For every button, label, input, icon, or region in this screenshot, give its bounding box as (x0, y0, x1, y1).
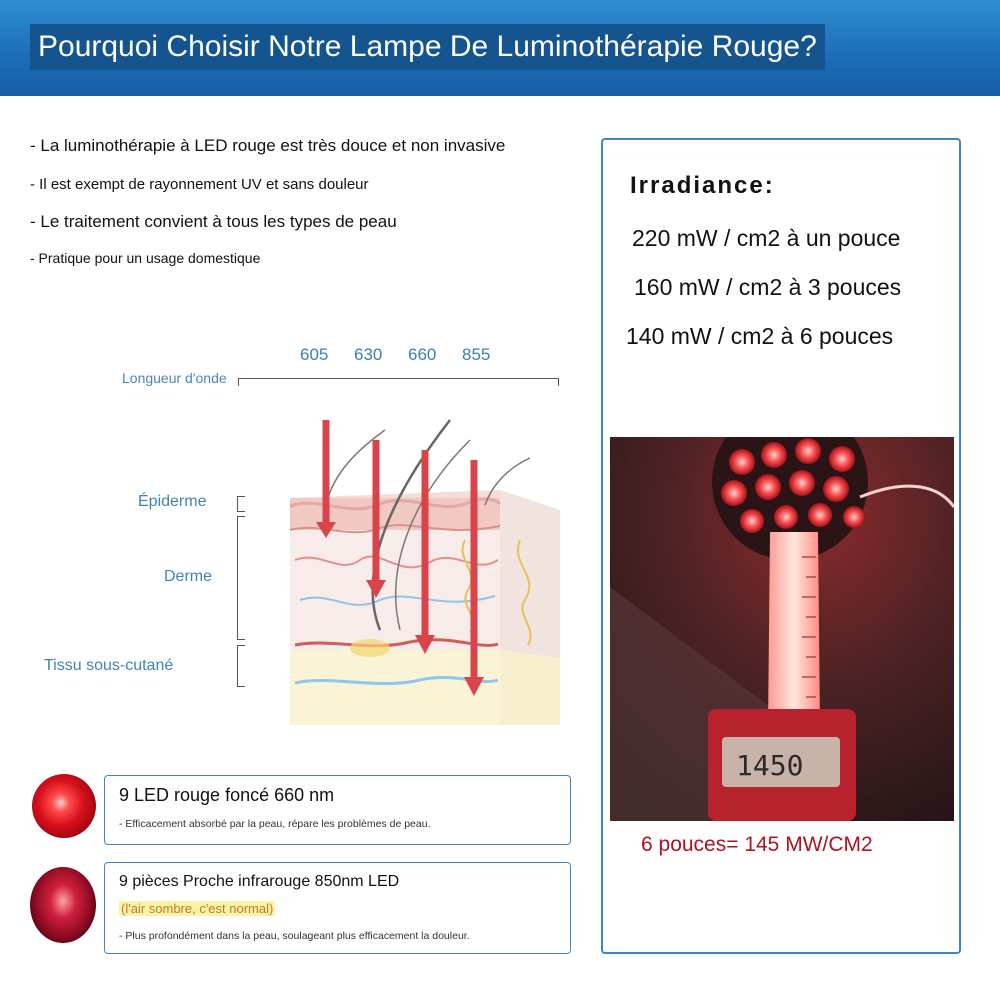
layer-label-derme: Derme (164, 568, 213, 585)
wavelength-label: Longueur d'onde (122, 370, 227, 386)
feature-description: - Efficacement absorbé par la peau, répare les problèmes de peau. (119, 818, 431, 830)
layer-label-epiderme: Épiderme (138, 493, 207, 510)
photo-caption: 6 pouces= 145 MW/CM2 (641, 833, 873, 856)
skin-side-fat (500, 650, 560, 725)
feature-note: (l'air sombre, c'est normal) (121, 901, 274, 916)
subcutaneous-layer (290, 650, 500, 725)
feature-description: - Plus profondément dans la peau, soulageant plus efficacement la douleur. (119, 930, 470, 942)
irradiance-title: Irradiance: (630, 172, 775, 199)
layer-label-sous-cutane: Tissu sous-cutané (44, 657, 174, 674)
lamp-led (808, 503, 832, 527)
irradiance-line: 220 mW / cm2 à un pouce (632, 225, 901, 251)
header-banner (0, 0, 1000, 96)
lamp-led (843, 506, 865, 528)
wavelength-630: 630 (354, 345, 383, 364)
benefit-item: - Il est exempt de rayonnement UV et sans douleur (30, 176, 369, 193)
meter-reading: 1450 (736, 749, 804, 782)
wavelength-axis-tick (238, 378, 239, 386)
infrared-led-icon (30, 867, 96, 943)
benefit-item: - Le traitement convient à tous les types de peau (30, 212, 397, 231)
lamp-led (789, 470, 815, 496)
lamp-led (795, 438, 821, 464)
lamp-measurement-photo (610, 437, 954, 821)
lamp-led (721, 480, 747, 506)
page-title: Pourquoi Choisir Notre Lampe De Luminothérapie Rouge? (30, 24, 825, 70)
feature-title: 9 pièces Proche infrarouge 850nm LED (119, 873, 400, 890)
red-led-icon (32, 774, 96, 838)
feature-card-850nm (104, 862, 571, 954)
lamp-led (829, 446, 855, 472)
benefit-item: - Pratique pour un usage domestique (30, 250, 261, 266)
lamp-led (740, 509, 764, 533)
lamp-led (729, 449, 755, 475)
wavelength-855: 855 (462, 345, 491, 364)
wavelength-660: 660 (408, 345, 437, 364)
wavelength-axis-tick (558, 378, 559, 386)
benefit-item: - La luminothérapie à LED rouge est très douce et non invasive (30, 136, 506, 155)
wavelength-axis (238, 378, 559, 379)
feature-title: 9 LED rouge foncé 660 nm (119, 785, 335, 805)
lamp-led (823, 476, 849, 502)
lamp-led (761, 442, 787, 468)
sebaceous-gland (350, 639, 390, 657)
lamp-led (755, 474, 781, 500)
irradiance-line: 140 mW / cm2 à 6 pouces (626, 323, 894, 349)
wavelength-605: 605 (300, 345, 329, 364)
lamp-led (774, 505, 798, 529)
skin-diagram (240, 400, 570, 730)
feature-card-660nm (104, 775, 571, 845)
irradiance-line: 160 mW / cm2 à 3 pouces (634, 274, 902, 300)
